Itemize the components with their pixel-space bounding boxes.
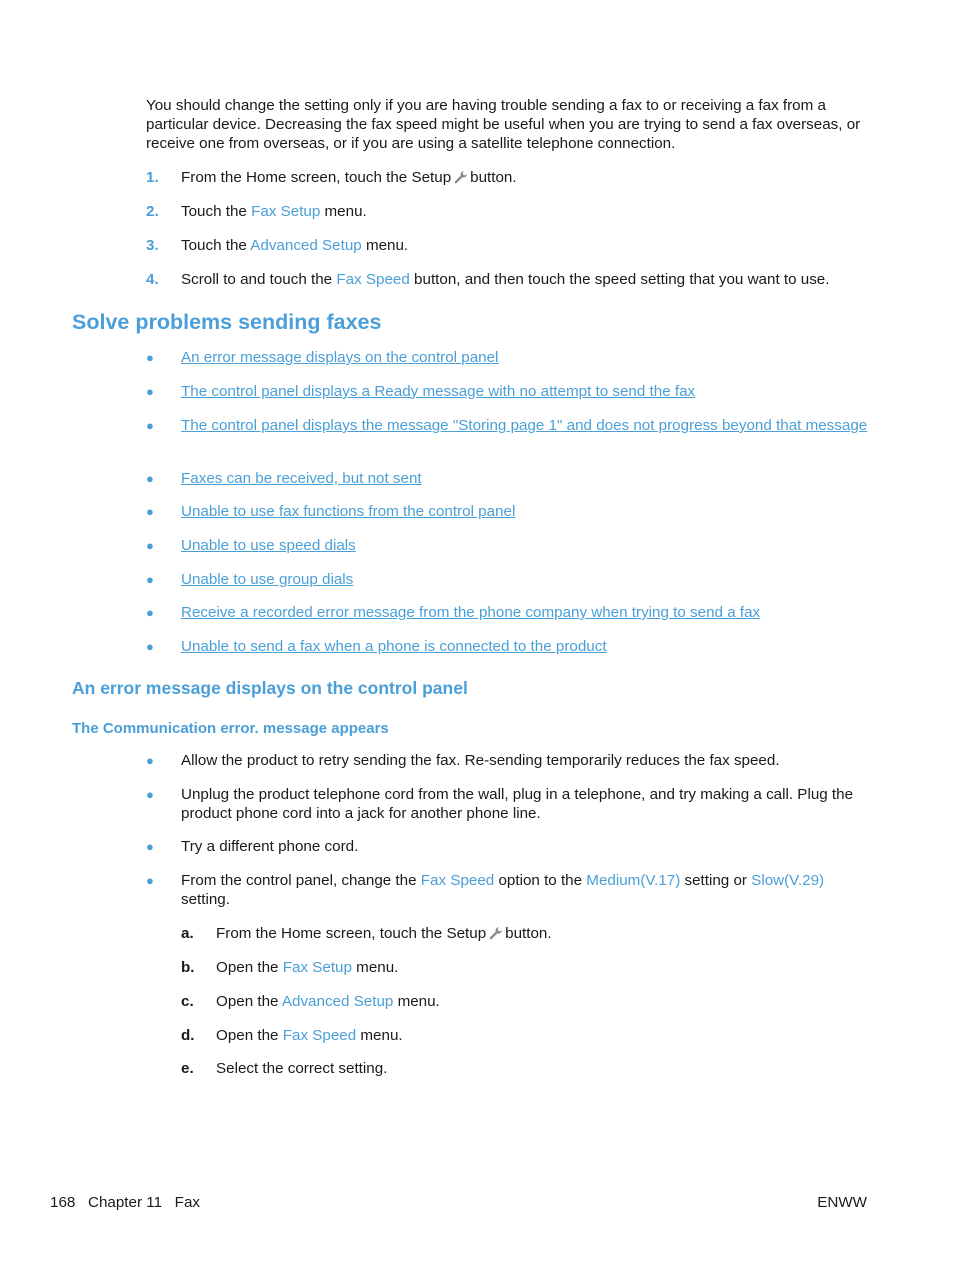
- advanced-setup-menu-ref: Advanced Setup: [250, 237, 362, 254]
- wrench-icon: [488, 926, 503, 941]
- list-item: [146, 382, 874, 401]
- tip-text: Unplug the product telephone cord from the wall, plug in a telephone, and try making a call. Plug the product phone cord into a jack for another phone line.: [181, 786, 854, 822]
- list-item: [146, 751, 874, 770]
- bullet-icon: ●: [146, 753, 154, 768]
- step-text: Touch the: [181, 203, 252, 220]
- substep-text: Open the: [216, 959, 283, 976]
- footer-edition: ENWW: [817, 1194, 867, 1211]
- fax-speed-menu-ref: Fax Speed: [282, 1027, 357, 1044]
- link-fax-functions[interactable]: Unable to use fax functions from the control panel: [181, 503, 516, 520]
- bullet-icon: ●: [146, 787, 154, 802]
- step-number: 4.: [146, 271, 159, 288]
- fax-speed-button-ref: Fax Speed: [336, 271, 410, 288]
- substep-letter: a.: [181, 925, 194, 942]
- slow-setting-ref: Slow(V.29): [751, 872, 825, 889]
- bullet-icon: ●: [146, 538, 154, 553]
- fax-speed-option-ref: Fax Speed: [420, 872, 495, 889]
- substep-text-end: menu.: [351, 959, 399, 976]
- bullet-icon: ●: [146, 639, 154, 654]
- fax-setup-menu-ref: Fax Setup: [282, 959, 352, 976]
- substep-text-end: menu.: [393, 993, 440, 1010]
- tip-text: Try a different phone cord.: [181, 838, 359, 855]
- list-item: [146, 785, 874, 823]
- link-group-dials[interactable]: Unable to use group dials: [181, 571, 354, 588]
- bullet-icon: ●: [146, 384, 154, 399]
- bullet-icon: ●: [146, 572, 154, 587]
- substep-a: [146, 924, 874, 943]
- link-phone-connected[interactable]: Unable to send a fax when a phone is connected to the product: [181, 638, 607, 655]
- list-item: [146, 469, 874, 488]
- footer-page-info: 168 Chapter 11 Fax: [50, 1194, 200, 1211]
- step-text-end: button.: [470, 169, 517, 186]
- list-item: [146, 536, 874, 555]
- subsubsection-title: The Communication error. message appears: [72, 720, 389, 737]
- step-text-end: menu.: [320, 203, 367, 220]
- step-2: [146, 202, 874, 221]
- substep-text: Open the: [216, 993, 282, 1010]
- tip-text: From the control panel, change the: [181, 872, 421, 889]
- advanced-setup-menu-ref: Advanced Setup: [281, 993, 394, 1010]
- step-number: 1.: [146, 169, 159, 186]
- tip-text: setting or: [680, 872, 752, 889]
- list-item: [146, 348, 874, 367]
- fax-setup-menu-ref: Fax Setup: [251, 203, 321, 220]
- substep-text-end: button.: [505, 925, 552, 942]
- link-recorded-error[interactable]: Receive a recorded error message from the phone company when trying to send a fax: [181, 604, 761, 621]
- list-item: [146, 570, 874, 589]
- substep-text: Open the: [216, 1027, 283, 1044]
- list-item: [146, 416, 874, 435]
- substep-text: Select the correct setting.: [216, 1060, 388, 1077]
- substep-e: [146, 1059, 874, 1078]
- list-item: [146, 871, 874, 909]
- step-1: [146, 168, 874, 187]
- substep-text: From the Home screen, touch the Setup: [216, 925, 487, 942]
- step-text: Touch the: [181, 237, 251, 254]
- subsection-title: An error message displays on the control panel: [72, 678, 468, 698]
- bullet-icon: ●: [146, 839, 154, 854]
- step-text: Scroll to and touch the: [181, 271, 337, 288]
- bullet-icon: ●: [146, 418, 154, 433]
- link-ready-message[interactable]: The control panel displays a Ready message with no attempt to send the fax: [181, 383, 696, 400]
- wrench-icon: [453, 170, 468, 185]
- link-speed-dials[interactable]: Unable to use speed dials: [181, 537, 356, 554]
- bullet-icon: ●: [146, 605, 154, 620]
- step-number: 3.: [146, 237, 159, 254]
- link-storing-page[interactable]: The control panel displays the message "Storing page 1" and does not progress beyond that message: [181, 417, 868, 434]
- section-title: Solve problems sending faxes: [72, 310, 382, 334]
- substep-letter: d.: [181, 1027, 195, 1044]
- medium-setting-ref: Medium(V.17): [586, 872, 681, 889]
- list-item: [146, 603, 874, 622]
- step-4: [146, 270, 874, 289]
- list-item: [146, 502, 874, 521]
- step-text: From the Home screen, touch the Setup: [181, 169, 452, 186]
- substep-d: [146, 1026, 874, 1045]
- tip-text: option to the: [494, 872, 587, 889]
- step-3: [146, 236, 874, 255]
- substep-letter: c.: [181, 993, 194, 1010]
- step-text-end: menu.: [361, 237, 409, 254]
- bullet-icon: ●: [146, 504, 154, 519]
- link-error-message[interactable]: An error message displays on the control panel: [181, 349, 499, 366]
- bullet-icon: ●: [146, 471, 154, 486]
- bullet-icon: ●: [146, 350, 154, 365]
- step-text-end: button, and then touch the speed setting that you want to use.: [409, 271, 830, 288]
- substep-letter: e.: [181, 1060, 194, 1077]
- intro-paragraph: You should change the setting only if you are having trouble sending a fax to or receiving a fax from a particular device. Decreasing the fax speed might be useful when you are trying to send a fax overseas, or receive one from overseas, or if you are using a satellite telephone connection.: [146, 97, 861, 152]
- substep-letter: b.: [181, 959, 195, 976]
- step-number: 2.: [146, 203, 159, 220]
- substep-b: [146, 958, 874, 977]
- list-item: [146, 837, 874, 856]
- bullet-icon: ●: [146, 873, 154, 888]
- substep-c: [146, 992, 874, 1011]
- tip-text: setting.: [181, 891, 230, 908]
- substep-text-end: menu.: [356, 1027, 403, 1044]
- list-item: [146, 637, 874, 656]
- tip-text: Allow the product to retry sending the fax. Re-sending temporarily reduces the fax speed.: [181, 752, 780, 769]
- link-received-not-sent[interactable]: Faxes can be received, but not sent: [181, 470, 422, 487]
